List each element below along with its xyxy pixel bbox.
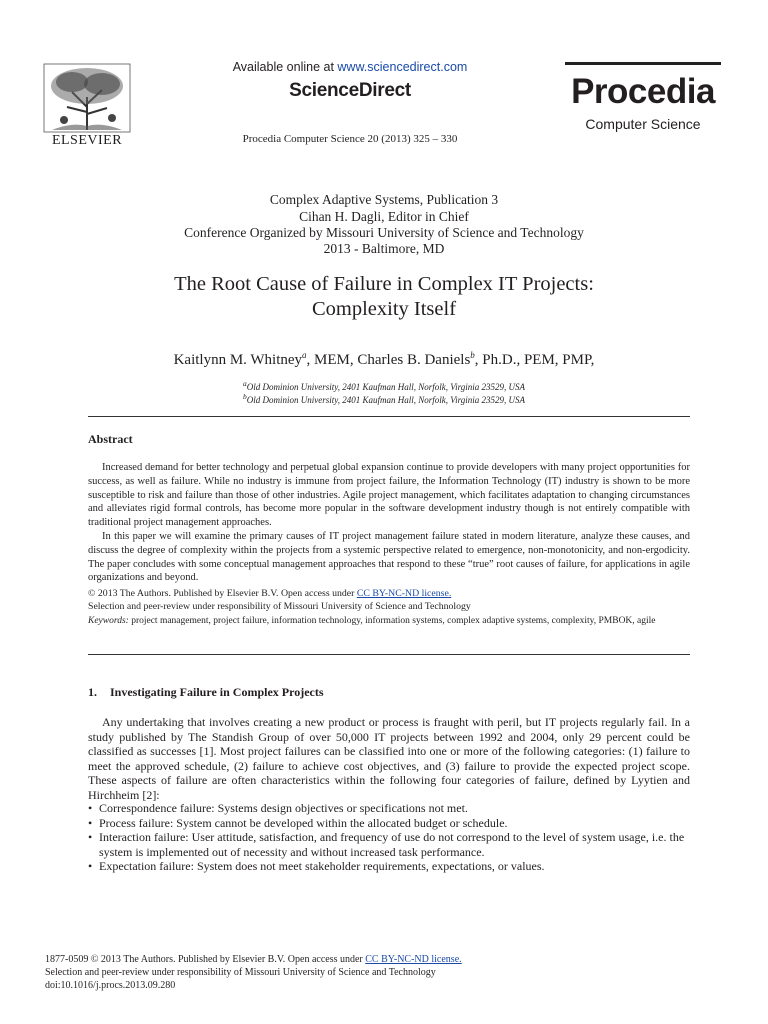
- list-item: [88, 830, 690, 859]
- footer-copyright: 1877-0509 © 2013 The Authors. Published by Elsevier B.V. Open access under: [45, 954, 366, 965]
- keywords-label: Keywords:: [88, 616, 129, 626]
- journal-reference: Procedia Computer Science 20 (2013) 325 – 330: [242, 133, 458, 145]
- bullet-icon: •: [88, 830, 93, 844]
- list-item: [88, 801, 690, 816]
- footer-notes: [45, 953, 645, 992]
- keywords: [88, 615, 690, 628]
- available-prefix: Available online at: [232, 60, 338, 74]
- affiliation-b-text: Old Dominion University, 2401 Kaufman Hall, Norfolk, Virginia 23529, USA: [246, 395, 525, 405]
- author-1-affil-mark: a: [302, 350, 307, 360]
- section-1-heading: [88, 685, 324, 700]
- conference-line-2: Cihan H. Dagli, Editor in Chief: [299, 209, 469, 224]
- divider-top: [88, 416, 690, 417]
- abstract-review-note: Selection and peer-review under responsibility of Missouri University of Science and Technology: [88, 601, 471, 612]
- list-item: [88, 859, 690, 874]
- conference-line-1: Complex Adaptive Systems, Publication 3: [269, 192, 499, 207]
- list-item-text: Interaction failure: User attitude, satisfaction, and frequency of use do not correspond to the level of system usage, i.e. the system is implemented out of necessity and without increased task performance.: [99, 830, 685, 859]
- section-1-number: 1.: [88, 685, 97, 699]
- section-1-body: [88, 715, 690, 802]
- footer-line-1: [45, 953, 645, 966]
- keywords-list: project management, project failure, information technology, information systems, complex adaptive systems, complexity, PMBOK, agile: [128, 616, 656, 626]
- abstract-copyright: [88, 587, 690, 600]
- author-1: Kaitlynn M. Whitney: [173, 352, 303, 368]
- elsevier-wordmark: ELSEVIER: [51, 133, 123, 148]
- list-item-text: Correspondence failure: Systems design objectives or specifications not met.: [99, 801, 468, 815]
- bullet-icon: •: [88, 801, 93, 815]
- abstract-body: [88, 461, 690, 585]
- divider-bottom: [88, 654, 690, 655]
- bullet-icon: •: [88, 859, 93, 873]
- abstract-paragraph-2: In this paper we will examine the primary causes of IT project management failure stated in modern literature, analyze these causes, and discuss the degree of complexity within the projects from a systemic perspective related to emergence, non-monotonicity, and non-ergodicity. The paper concludes with some conceptual management approaches that respond to these “true” root causes of failure, for applications in agile organizations and beyond.: [88, 530, 690, 584]
- list-item-text: Expectation failure: System does not meet stakeholder requirements, expectations, or values.: [99, 859, 545, 873]
- copyright-text: © 2013 The Authors. Published by Elsevier B.V. Open access under: [88, 588, 357, 599]
- author-2-affil-mark: b: [470, 350, 475, 360]
- list-item-text: Process failure: System cannot be developed within the allocated budget or schedule.: [99, 815, 508, 830]
- affiliation-a-mark: a: [243, 379, 247, 388]
- author-list: [80, 350, 688, 369]
- title-line-2: Complexity Itself: [311, 298, 457, 320]
- footer-license-link[interactable]: CC BY-NC-ND license.: [365, 954, 462, 965]
- footer-doi: doi:10.1016/j.procs.2013.09.280: [45, 980, 176, 991]
- abstract-paragraph-1: Increased demand for better technology and perpetual global expansion continue to provide developers with many project opportunities for success, as well as failure. While no industry is immune from project failure, the Information Technology (IT) industry is shown to be more susceptible to risk and failure than those of other industries. Agile project management, which facilitates adaptation to changing circumstances and alleviates rigid formal controls, has become more popular in the software development industry though is not entirely compatible with traditional project management approaches.: [88, 462, 690, 529]
- section-1-title: Investigating Failure in Complex Projects: [110, 685, 324, 699]
- section-1-paragraph-1: Any undertaking that involves creating a new product or process is fraught with peril, but IT projects regularly fail. In a study published by The Standish Group of over 50,000 IT projects between 1992 and 2004, only 29 percent could be classified as successes [1]. Most project failures can be classified into one or more of the following categories: (1) failure to meet the approved schedule, (2) failure to achieve cost objectives, and (3) failure to provide the expected project scope. These aspects of failure are often characteristics within the following four categories of failure, defined by Lyytien and Hirchheim [2]:: [88, 715, 690, 802]
- procedia-subtitle: Computer Science: [585, 116, 701, 132]
- author-1-suffix: , MEM, Charles B. Daniels: [306, 352, 471, 368]
- license-link[interactable]: CC BY-NC-ND license.: [356, 588, 452, 599]
- failure-categories-list: [88, 801, 690, 874]
- affiliation-a-text: Old Dominion University, 2401 Kaufman Hall, Norfolk, Virginia 23529, USA: [246, 382, 525, 392]
- sciencedirect-url-link[interactable]: www.sciencedirect.com: [337, 60, 468, 74]
- abstract-heading: Abstract: [88, 432, 133, 446]
- sciencedirect-logo: ScienceDirect: [289, 80, 411, 101]
- bullet-icon: •: [88, 815, 93, 830]
- author-2-suffix: , Ph.D., PEM, PMP,: [474, 352, 595, 368]
- title-line-1: The Root Cause of Failure in Complex IT Projects:: [174, 273, 594, 295]
- procedia-logo: Procedia: [571, 72, 715, 111]
- paper-title: [100, 272, 668, 322]
- affiliation-b-mark: b: [243, 392, 247, 401]
- affiliation-a: [120, 379, 648, 392]
- footer-line-2: Selection and peer-review under responsibility of Missouri University of Science and Technology: [45, 967, 436, 978]
- affiliation-b: [120, 392, 648, 405]
- available-online-line: [190, 60, 510, 74]
- list-item: [88, 816, 690, 831]
- conference-line-3: Conference Organized by Missouri University of Science and Technology: [184, 225, 584, 240]
- conference-line-4: 2013 - Baltimore, MD: [323, 241, 445, 256]
